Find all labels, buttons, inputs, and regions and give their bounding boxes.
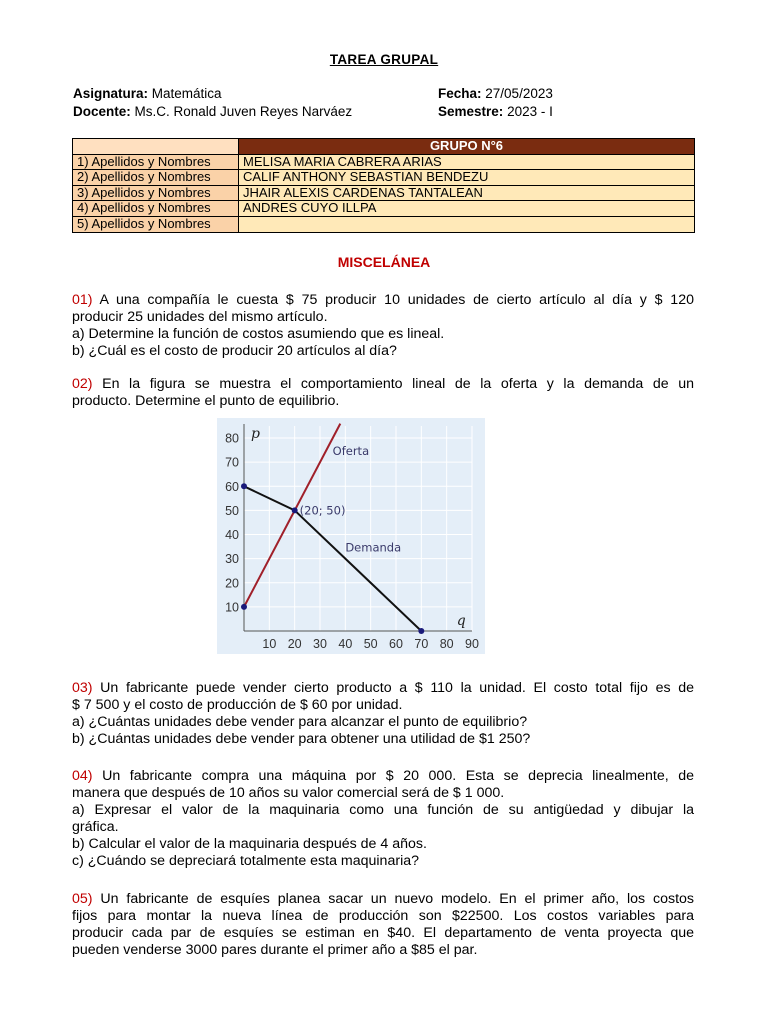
equilibrium-label: (20; 50) — [299, 503, 346, 518]
asignatura-field — [73, 86, 222, 101]
asignatura-label: Asignatura: — [73, 86, 149, 101]
y-tick-label: 50 — [225, 503, 239, 518]
fecha-field — [438, 86, 553, 101]
member-label: 2) Apellidos y Nombres — [73, 170, 239, 186]
data-point — [241, 604, 247, 610]
x-tick-label: 40 — [338, 637, 353, 651]
problem-number: 04) — [72, 768, 93, 784]
y-tick-label: 20 — [225, 576, 239, 591]
semestre-field — [438, 104, 553, 119]
section-title: MISCELÁNEA — [337, 254, 431, 270]
problem-text: pueden venderse 3000 pares durante el primer año a $85 el par. — [72, 942, 478, 958]
y-tick-label: 30 — [225, 552, 239, 567]
y-axis-label: p — [251, 426, 260, 442]
y-tick-label: 60 — [225, 479, 239, 494]
docente-field — [73, 104, 352, 119]
member-label: 1) Apellidos y Nombres — [73, 154, 239, 170]
member-label: 4) Apellidos y Nombres — [73, 201, 239, 217]
data-point — [241, 483, 247, 489]
docente-value: Ms.C. Ronald Juven Reyes Narváez — [134, 104, 353, 119]
y-tick-label: 70 — [225, 455, 239, 470]
member-name: ANDRES CUYO ILLPA — [239, 201, 695, 217]
x-tick-label: 70 — [414, 637, 429, 651]
problem-text: a) ¿Cuántas unidades debe vender para alcanzar el punto de equilibrio? — [72, 714, 528, 730]
table-row — [73, 201, 695, 217]
problem-text: $ 7 500 y el costo de producción de $ 60 por unidad. — [72, 697, 403, 713]
member-name: MELISA MARIA CABRERA ARIAS — [239, 154, 695, 170]
member-name: CALIF ANTHONY SEBASTIAN BENDEZU — [239, 170, 695, 186]
table-row — [73, 170, 695, 186]
table-row — [73, 216, 695, 232]
problem-text: Un fabricante puede vender cierto producto a $ 110 la unidad. El costo total fijo es de — [100, 680, 694, 696]
problem-01 — [72, 292, 694, 360]
x-tick-label: 30 — [313, 637, 327, 651]
problem-text: Un fabricante compra una máquina por $ 20 000. Esta se deprecia linealmente, de — [102, 768, 694, 784]
x-tick-label: 90 — [465, 637, 479, 651]
problem-text: producto. Determine el punto de equilibrio. — [72, 393, 340, 409]
docente-label: Docente: — [73, 104, 131, 119]
series-label-oferta: Oferta — [332, 443, 370, 458]
problem-text: fijos para montar la nueva línea de producción son $22500. Los costos variables para — [72, 908, 694, 924]
member-name: JHAIR ALEXIS CARDENAS TANTALEAN — [239, 185, 695, 201]
group-table-header-blank — [73, 139, 239, 155]
page-title: TAREA GRUPAL — [329, 52, 439, 67]
problem-04 — [72, 768, 694, 870]
problem-text: producir 25 unidades del mismo artículo. — [72, 309, 328, 325]
problem-number: 05) — [72, 891, 93, 907]
table-row — [73, 185, 695, 201]
member-name — [239, 216, 695, 232]
semestre-label: Semestre: — [438, 104, 504, 119]
supply-demand-chart — [217, 418, 485, 654]
table-row — [73, 154, 695, 170]
group-table-header-row — [73, 139, 695, 155]
x-axis-label: q — [456, 613, 466, 629]
problem-text: A una compañía le cuesta $ 75 producir 10 unidades de cierto artículo al día y $ 120 — [99, 292, 694, 308]
problem-text: a) Expresar el valor de la maquinaria como una función de su antigüedad y dibujar la — [72, 802, 694, 818]
group-table — [72, 138, 695, 233]
fecha-value: 27/05/2023 — [485, 86, 553, 101]
member-label: 5) Apellidos y Nombres — [73, 216, 239, 232]
semestre-value: 2023 - I — [507, 104, 553, 119]
problem-02 — [72, 376, 694, 410]
data-point — [292, 507, 298, 513]
problem-text: b) ¿Cuántas unidades debe vender para obtener una utilidad de $1 250? — [72, 731, 531, 747]
x-tick-label: 60 — [389, 637, 403, 651]
asignatura-value: Matemática — [151, 86, 222, 101]
x-tick-label: 10 — [262, 637, 277, 651]
series-label-demanda: Demanda — [345, 540, 402, 555]
problem-text: a) Determine la función de costos asumiendo que es lineal. — [72, 326, 445, 342]
y-tick-label: 80 — [225, 431, 239, 446]
problem-05 — [72, 891, 694, 959]
group-table-header: GRUPO N°6 — [239, 139, 695, 155]
problem-number: 01) — [72, 292, 93, 308]
fecha-label: Fecha: — [438, 86, 482, 101]
problem-text: b) Calcular el valor de la maquinaria después de 4 años. — [72, 836, 427, 852]
data-point — [418, 628, 424, 634]
problem-text: producir cada par de esquíes se estiman en $40. El departamento de venta proyecta que — [72, 925, 694, 941]
y-tick-label: 10 — [225, 600, 239, 615]
member-label: 3) Apellidos y Nombres — [73, 185, 239, 201]
problem-text: En la figura se muestra el comportamiento lineal de la oferta y la demanda de un — [102, 376, 694, 392]
problem-number: 02) — [72, 376, 93, 392]
x-tick-label: 80 — [439, 637, 454, 651]
problem-text: c) ¿Cuándo se depreciará totalmente esta maquinaria? — [72, 853, 419, 869]
x-tick-label: 20 — [287, 637, 302, 651]
problem-text: b) ¿Cuál es el costo de producir 20 artículos al día? — [72, 343, 397, 359]
y-tick-label: 40 — [225, 528, 239, 543]
problem-03 — [72, 680, 694, 748]
problem-number: 03) — [72, 680, 93, 696]
x-tick-label: 50 — [363, 637, 378, 651]
problem-text: Un fabricante de esquíes planea sacar un nuevo modelo. En el primer año, los costos — [100, 891, 694, 907]
problem-text: manera que después de 10 años su valor comercial será de $ 1 000. — [72, 785, 505, 801]
problem-text: gráfica. — [72, 819, 119, 835]
